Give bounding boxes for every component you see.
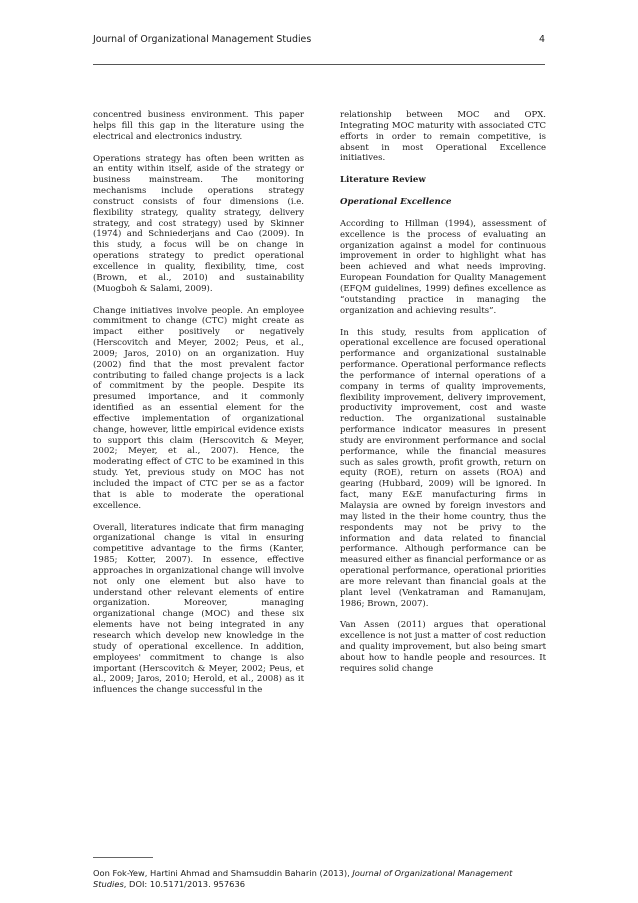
- left-column: [93, 110, 304, 696]
- paragraph: In this study, results from application of operational excellence are focused operational performance and organizational sustainable performance. Operational performance reflects the performance of internal operations of a company in terms of quality improvements, flexibility improvement, delivery improvement, productivity improvement, cost and waste reduction. The organizational sustainable performance indicator measures in present study are environment performance and social performance, while the financial measures such as sales growth, profit growth, return on equity (ROE), return on assets (ROA) and gearing (Hubbard, 2009) will be ignored. In fact, many E&E manufacturing firms in Malaysia are owned by foreign investors and may listed in the their home country, thus the respondents may not be privy to the information and data related to financial performance. Although performance can be measured either as financial performance or as operational performance, operational priorities are more relevant than financial goals at the plant level (Venkatraman and Ramanujam, 1986; Brown, 2007).: [340, 327, 546, 609]
- section-heading: Literature Review: [340, 175, 426, 186]
- subsection-heading: Operational Excellence: [340, 197, 452, 208]
- journal-title: Journal of Organizational Management Studies: [93, 34, 312, 45]
- paragraph: Van Assen (2011) argues that operational excellence is not just a matter of cost reduction and quality improvement, but also being smart about how to handle people and resources. It requires solid change: [340, 620, 546, 674]
- running-header: [93, 34, 545, 52]
- paragraph: relationship between MOC and OPX. Integrating MOC maturity with associated CTC efforts in order to remain competitive, is absent in most Operational Excellence initiatives.: [340, 110, 546, 164]
- citation-authors: Oon Fok-Yew, Hartini Ahmad and Shamsuddin Baharin (2013),: [93, 868, 353, 878]
- right-column: [340, 110, 546, 675]
- citation-footer: [93, 868, 545, 889]
- page-number: 4: [539, 34, 545, 45]
- paragraph: Operations strategy has often been written as an entity within itself, aside of the strategy or business mainstream. The monitoring mechanisms include operations strategy construct consists of four dimensions (i.e. flexibility strategy, quality strategy, delivery strategy, and cost strategy) used by Skinner (1974) and Schniederjans and Cao (2009). In this study, a focus will be on change in operations strategy to predict operational excellence in quality, flexibility, time, cost (Brown, et al., 2010) and sustainability (Muogboh & Salami, 2009).: [93, 153, 304, 294]
- paragraph: concentred business environment. This paper helps fill this gap in the literature using the electrical and electronics industry.: [93, 110, 304, 142]
- citation-journal: Journal of Organizational Management Studies: [93, 868, 513, 889]
- paragraph: Change initiatives involve people. An employee commitment to change (CTC) might create as impact either positively or negatively (Herscovitch and Meyer, 2002; Peus, et al., 2009; Jaros, 2010) on an organization. Huy (2002) find that the most prevalent factor contributing to failed change projects is a lack of commitment by the people. Despite its presumed importance, and it commonly identified as an essential element for the effective implementation of organizational change, however, little empirical evidence exists to support this claim (Herscovitch & Meyer, 2002; Meyer, et al., 2007). Hence, the moderating effect of CTC to be examined in this study. Yet, previous study on MOC has not included the impact of CTC per se as a factor that is able to moderate the operational excellence.: [93, 305, 304, 511]
- footnote-divider: [93, 857, 153, 858]
- paragraph: Overall, literatures indicate that firm managing organizational change is vital in ensuring competitive advantage to the firms (Kanter, 1985; Kotter, 2007). In essence, effective approaches in organizational change will involve not only one element but also have to understand other relevant elements of entire organization. Moreover, managing organizational change (MOC) and these six elements have not being integrated in any research which develop new knowledge in the study of operational excellence. In addition, employees' commitment to change is also important (Herscovitch & Meyer, 2002; Peus, et al., 2009; Jaros, 2010; Herold, et al., 2008) as it influences the change successful in the: [93, 522, 304, 696]
- citation-doi: , DOI: 10.5171/2013. 957636: [123, 878, 246, 889]
- paragraph: According to Hillman (1994), assessment of excellence is the process of evaluating an organization against a model for continuous improvement in order to highlight what has been achieved and what needs improving. European Foundation for Quality Management (EFQM guidelines, 1999) defines excellence as “outstanding practice in managing the organization and achieving results”.: [340, 218, 546, 316]
- header-divider: [93, 64, 545, 65]
